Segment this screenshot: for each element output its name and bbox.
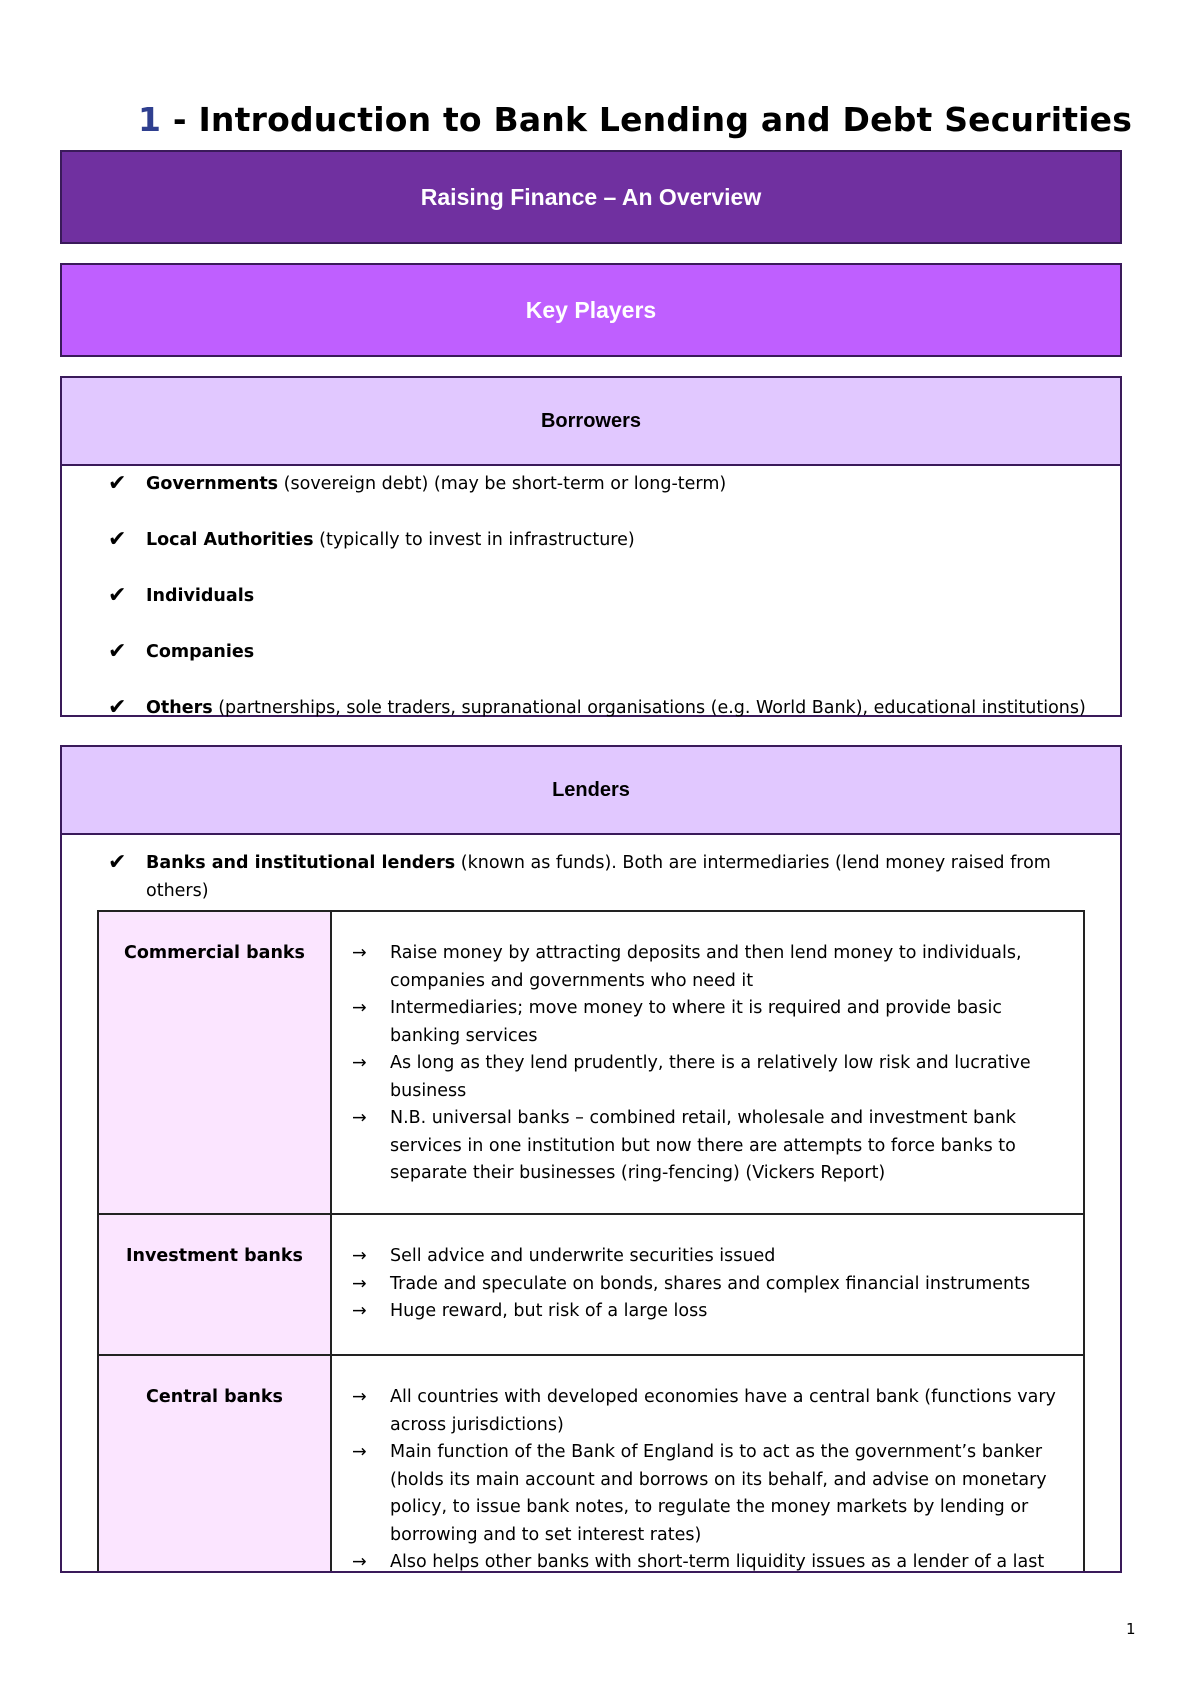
arrow-icon: →: [352, 1387, 367, 1407]
row-description: [331, 1355, 1084, 1573]
lenders-box: [60, 745, 1122, 1573]
table-row: [98, 1355, 1084, 1573]
list-item: ✔ Banks and institutional lenders (known as funds). Both are intermediaries (lend money raised from others): [108, 850, 1051, 901]
list-item: → Trade and speculate on bonds, shares and complex financial instruments: [342, 1271, 1063, 1299]
arrow-icon: →: [352, 1301, 367, 1321]
lenders-table: [97, 910, 1085, 1573]
row-label: Central banks: [98, 1355, 331, 1573]
table-row: [98, 1214, 1084, 1355]
arrow-icon: →: [352, 1053, 367, 1073]
list-item: ✔ Individuals: [108, 583, 255, 608]
list-item: ✔ Local Authorities (typically to invest in infrastructure): [108, 527, 635, 552]
list-item: → All countries with developed economies have a central bank (functions vary across jurisdictions): [342, 1384, 1063, 1439]
arrow-icon: →: [352, 1273, 367, 1294]
list-item: → Also helps other banks with short-term liquidity issues as a lender of a last: [342, 1549, 1063, 1573]
row-description: [331, 1214, 1084, 1355]
list-item: ✔ Companies: [108, 639, 255, 664]
list-item: → As long as they lend prudently, there is a relatively low risk and lucrative business: [342, 1050, 1063, 1105]
overview-heading: Raising Finance – An Overview: [420, 183, 762, 210]
chapter-title: - Introduction to Bank Lending and Debt Securities: [161, 100, 1133, 139]
overview-band: [60, 150, 1122, 244]
checkmark-icon: ✔: [108, 695, 127, 720]
arrow-icon: →: [352, 1246, 367, 1266]
borrowers-list: [62, 466, 1120, 750]
list-item: → N.B. universal banks – combined retail, wholesale and investment bank services in one institution but now there are attempts to force banks to separate their businesses (ring-fencing) (Vickers Report): [342, 1105, 1063, 1188]
arrow-icon: →: [352, 1552, 367, 1572]
list-item: ✔ Governments (sovereign debt) (may be short-term or long-term): [108, 471, 727, 496]
list-item: → Raise money by attracting deposits and then lend money to individuals, companies and governments who need it: [342, 940, 1063, 995]
lenders-heading: Lenders: [62, 747, 1120, 835]
arrow-icon: →: [352, 998, 367, 1018]
arrow-icon: →: [352, 1108, 367, 1128]
row-label: Investment banks: [98, 1214, 331, 1355]
list-item: ✔ Others (partnerships, sole traders, supranational organisations (e.g. World Bank), educational institutions): [108, 695, 1086, 720]
row-description: [331, 911, 1084, 1214]
checkmark-icon: ✔: [108, 850, 127, 875]
key-players-band: [60, 263, 1122, 357]
borrowers-heading: Borrowers: [62, 378, 1120, 466]
list-item: → Sell advice and underwrite securities issued: [342, 1243, 1063, 1271]
list-item: → Intermediaries; move money to where it is required and provide basic banking services: [342, 995, 1063, 1050]
checkmark-icon: ✔: [108, 471, 127, 496]
checkmark-icon: ✔: [108, 527, 127, 552]
table-row: [98, 911, 1084, 1214]
lenders-list: [62, 835, 1120, 905]
checkmark-icon: ✔: [108, 583, 127, 608]
page-number: 1: [1126, 1620, 1136, 1638]
list-item: → Main function of the Bank of England is to act as the government’s banker (holds its main account and borrows on its behalf, and advise on monetary policy, to issue bank notes, to regulate the money markets by lending or borrowing and to set interest rates): [342, 1439, 1063, 1549]
page-title: [138, 100, 1138, 139]
arrow-icon: →: [352, 1442, 367, 1462]
key-players-heading: Key Players: [525, 296, 657, 323]
borrowers-box: [60, 376, 1122, 720]
arrow-icon: →: [352, 943, 367, 963]
chapter-number: 1: [138, 100, 162, 139]
checkmark-icon: ✔: [108, 639, 127, 664]
row-label: Commercial banks: [98, 911, 331, 1214]
list-item: → Huge reward, but risk of a large loss: [342, 1298, 1063, 1326]
